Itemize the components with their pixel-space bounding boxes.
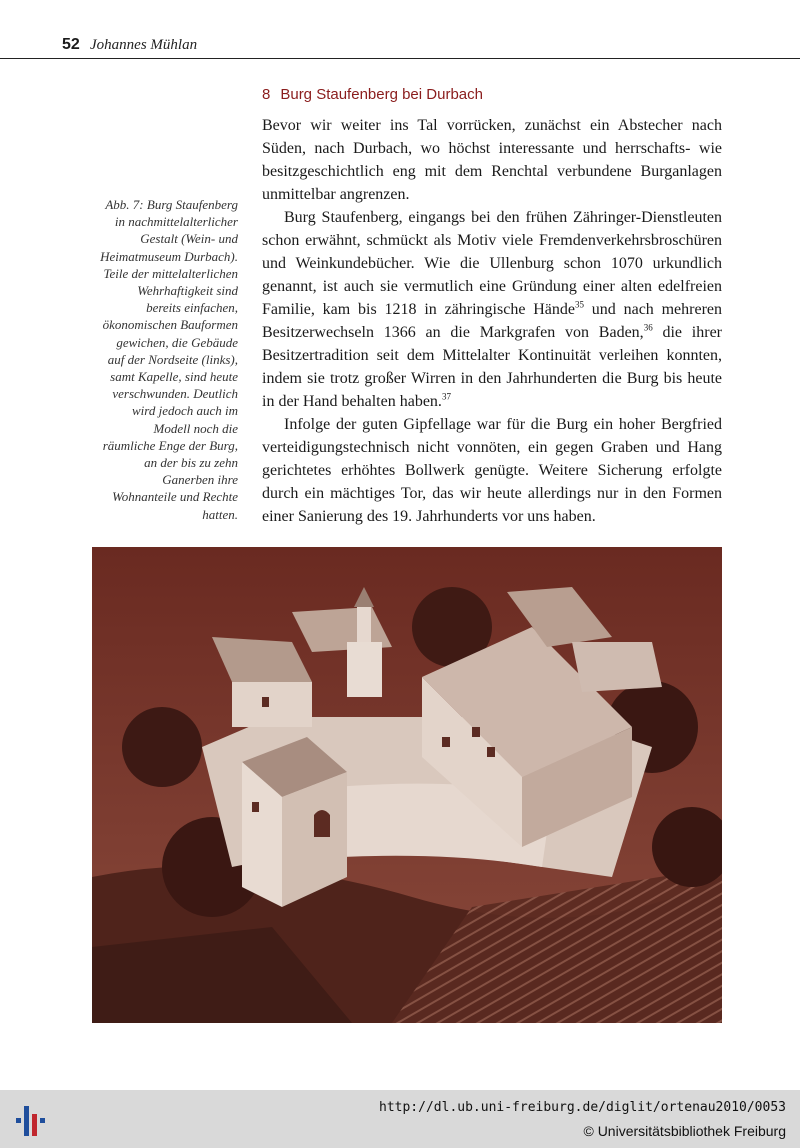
running-author: Johannes Mühlan (90, 37, 198, 53)
figure-caption: Abb. 7: Burg Staufenberg in nachmittelalterlicher Gestalt (Wein- und Heimatmuseum Durbach). Teile der mittelalterlichen Wehrhaftigkeit sind bereits einfachen, ökonomischen Bauformen gewichen, die Gebäude auf der Nordseite (links), samt Kapelle, sind heute verschwunden. Deutlich wird jedoch auch im Modell noch die räumliche Enge der Burg, an der bis zu zehn Ganerben ihre Wohnanteile und Rechte hatten. (100, 197, 238, 522)
page-number: 52 (62, 36, 80, 53)
copyright-notice: © Universitätsbibliothek Freiburg (583, 1123, 786, 1139)
paragraph-2-text-a: Burg Staufenberg, eingangs bei den frühen Zähringer-Dienstleuten schon erwähnt, schmückt als Motiv viele Fremdenverkehrsbroschüren und Weinkundebücher. Wie die Ullenburg schon 1070 urkundlich genannt, ist auch sie vermutlich eine Gründung einer alten edelfreien Familie, kam bis 1218 in zähringische Hände (262, 209, 722, 318)
paragraph-2 (262, 206, 722, 413)
section-title: Burg Staufenberg bei Durbach (280, 86, 483, 103)
running-header (0, 36, 800, 59)
ub-freiburg-logo (14, 1100, 50, 1140)
castle-model-photo (92, 547, 722, 1023)
footer-bar (0, 1090, 800, 1148)
document-url[interactable]: http://dl.ub.uni-freiburg.de/diglit/ortenau2010/0053 (379, 1100, 786, 1115)
footnote-ref-37[interactable]: 37 (441, 391, 451, 402)
body-text (262, 114, 722, 528)
footnote-ref-35[interactable]: 35 (574, 299, 584, 310)
section-heading (262, 86, 483, 103)
footnote-ref-36[interactable]: 36 (643, 322, 653, 333)
section-number: 8 (262, 86, 271, 103)
paragraph-1: Bevor wir weiter ins Tal vorrücken, zunächst ein Abstecher nach Süden, nach Durbach, wo höchst interessante und herrschafts- wie besitzgeschichtlich eng mit dem Renchtal verbundene Burganlagen unmittelbar angrenzen. (262, 117, 722, 203)
paragraph-3: Infolge der guten Gipfellage war für die Burg ein hoher Bergfried verteidigungstechnisch nicht vonnöten, ein gegen Graben und Hang gerichtetes erhöhtes Bollwerk genügte. Weitere Sicherung erfolgte durch ein mächtiges Tor, das wir heute allerdings nur in den Formen einer Sanierung des 19. Jahrhunderts vor uns haben. (262, 416, 722, 525)
paragraph-2-text-c: die ihrer Besitzertradition seit dem Mittelalter Kontinuität verleihen konnten, indem sie trotz großer Wirren in den Jahrhunderten die Burg bis heute in der Hand behalten haben. (262, 324, 722, 410)
paragraph-2-text-b: und nach mehreren Besitzerwechseln 1366 an die Markgrafen von Baden, (262, 301, 723, 341)
